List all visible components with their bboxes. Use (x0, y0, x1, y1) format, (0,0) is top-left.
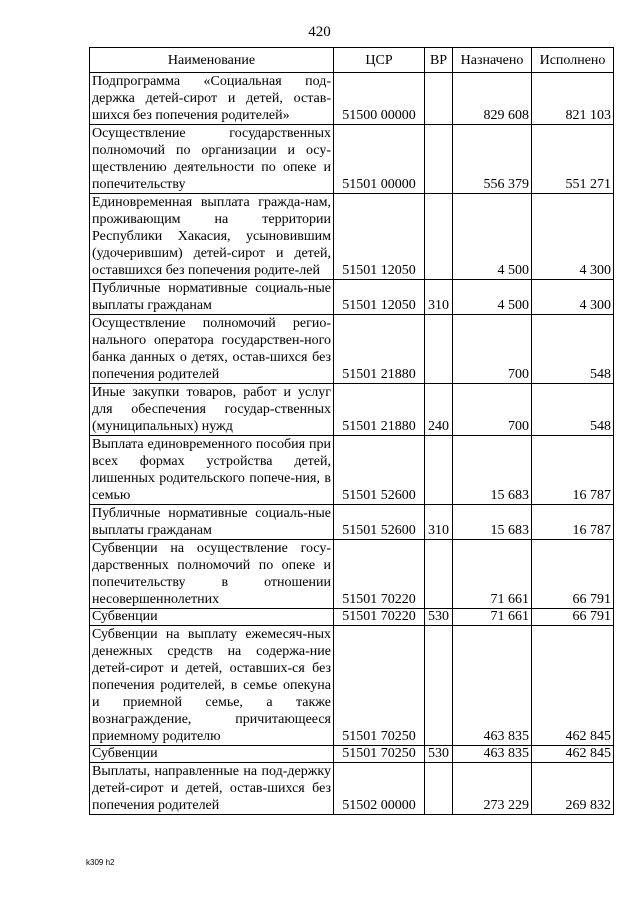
budget-table (89, 47, 614, 815)
row-executed: 462 845 (532, 626, 614, 746)
row-vr (425, 763, 453, 815)
row-csr: 51501 52600 (334, 505, 425, 540)
row-assigned: 15 683 (453, 505, 532, 540)
row-executed: 4 300 (532, 194, 614, 280)
row-executed: 16 787 (532, 436, 614, 505)
row-assigned: 71 661 (453, 609, 532, 626)
row-vr (425, 315, 453, 384)
header-vr: ВР (425, 48, 453, 73)
row-name: Субвенции (90, 609, 334, 626)
row-executed: 66 791 (532, 609, 614, 626)
row-executed: 462 845 (532, 746, 614, 763)
row-executed: 548 (532, 315, 614, 384)
row-name: Единовременная выплата гражда-нам, проживающим на территории Республики Хакасия, усыновившим (удочерившим) детей-сирот и детей, оставшихся без попечения родите-лей (90, 194, 334, 280)
row-assigned: 463 835 (453, 626, 532, 746)
row-name: Осуществление полномочий регио-нального оператора государствен-ного банка данных о детях, остав-шихся без попечения родителей (90, 315, 334, 384)
row-csr: 51501 52600 (334, 436, 425, 505)
table-row (90, 505, 614, 540)
row-assigned: 700 (453, 384, 532, 436)
row-executed: 548 (532, 384, 614, 436)
row-vr: 240 (425, 384, 453, 436)
row-csr: 51501 12050 (334, 280, 425, 315)
row-csr: 51501 70250 (334, 746, 425, 763)
table-row (90, 540, 614, 609)
row-assigned: 700 (453, 315, 532, 384)
table-row (90, 609, 614, 626)
row-assigned: 15 683 (453, 436, 532, 505)
table-row (90, 194, 614, 280)
row-vr (425, 626, 453, 746)
row-assigned: 4 500 (453, 194, 532, 280)
row-executed: 821 103 (532, 73, 614, 125)
table-row (90, 125, 614, 194)
row-name: Выплата единовременного пособия при всех формах устройства детей, лишенных родительского попече-ния, в семью (90, 436, 334, 505)
row-csr: 51501 00000 (334, 125, 425, 194)
header-assigned: Назначено (453, 48, 532, 73)
table-row (90, 73, 614, 125)
table-header-row (90, 48, 614, 73)
row-name: Иные закупки товаров, работ и услуг для обеспечения государ-ственных (муниципальных) нужд (90, 384, 334, 436)
row-assigned: 4 500 (453, 280, 532, 315)
row-executed: 66 791 (532, 540, 614, 609)
row-executed: 16 787 (532, 505, 614, 540)
row-vr: 530 (425, 609, 453, 626)
row-name: Публичные нормативные социаль-ные выплаты гражданам (90, 505, 334, 540)
header-name: Наименование (90, 48, 334, 73)
row-vr (425, 436, 453, 505)
row-csr: 51501 70250 (334, 626, 425, 746)
row-assigned: 829 608 (453, 73, 532, 125)
row-assigned: 556 379 (453, 125, 532, 194)
row-vr (425, 194, 453, 280)
row-vr: 530 (425, 746, 453, 763)
row-csr: 51502 00000 (334, 763, 425, 815)
row-csr: 51501 70220 (334, 540, 425, 609)
page-number: 420 (308, 24, 331, 40)
row-assigned: 463 835 (453, 746, 532, 763)
row-vr (425, 125, 453, 194)
row-name: Выплаты, направленные на под-держку детей-сирот и детей, остав-шихся без попечения родителей (90, 763, 334, 815)
footer-code: k309 h2 (86, 858, 115, 867)
row-vr: 310 (425, 280, 453, 315)
table-row (90, 315, 614, 384)
table-row (90, 746, 614, 763)
row-name: Подпрограмма «Социальная под-держка детей-сирот и детей, остав-шихся без попечения родителей» (90, 73, 334, 125)
table-row (90, 384, 614, 436)
row-name: Субвенции на осуществление госу-дарственных полномочий по опеке и попечительству в отношении несовершеннолетних (90, 540, 334, 609)
row-name: Осуществление государственных полномочий по организации и осу-ществлению деятельности по опеке и попечительству (90, 125, 334, 194)
table-row (90, 280, 614, 315)
table-row (90, 626, 614, 746)
row-executed: 269 832 (532, 763, 614, 815)
row-vr (425, 540, 453, 609)
row-csr: 51501 70220 (334, 609, 425, 626)
row-name: Субвенции (90, 746, 334, 763)
row-csr: 51501 21880 (334, 384, 425, 436)
row-csr: 51501 21880 (334, 315, 425, 384)
row-csr: 51500 00000 (334, 73, 425, 125)
row-name: Публичные нормативные социаль-ные выплаты гражданам (90, 280, 334, 315)
row-csr: 51501 12050 (334, 194, 425, 280)
row-assigned: 273 229 (453, 763, 532, 815)
header-executed: Исполнено (532, 48, 614, 73)
row-assigned: 71 661 (453, 540, 532, 609)
row-vr: 310 (425, 505, 453, 540)
table-row (90, 436, 614, 505)
row-vr (425, 73, 453, 125)
row-executed: 4 300 (532, 280, 614, 315)
table-row (90, 763, 614, 815)
header-csr: ЦСР (334, 48, 425, 73)
row-name: Субвенции на выплату ежемесяч-ных денежных средств на содержа-ние детей-сирот и детей, оставших-ся без попечения родителей, в семье опекуна и приемной семье, а также вознаграждение, причитающееся приемному родителю (90, 626, 334, 746)
row-executed: 551 271 (532, 125, 614, 194)
